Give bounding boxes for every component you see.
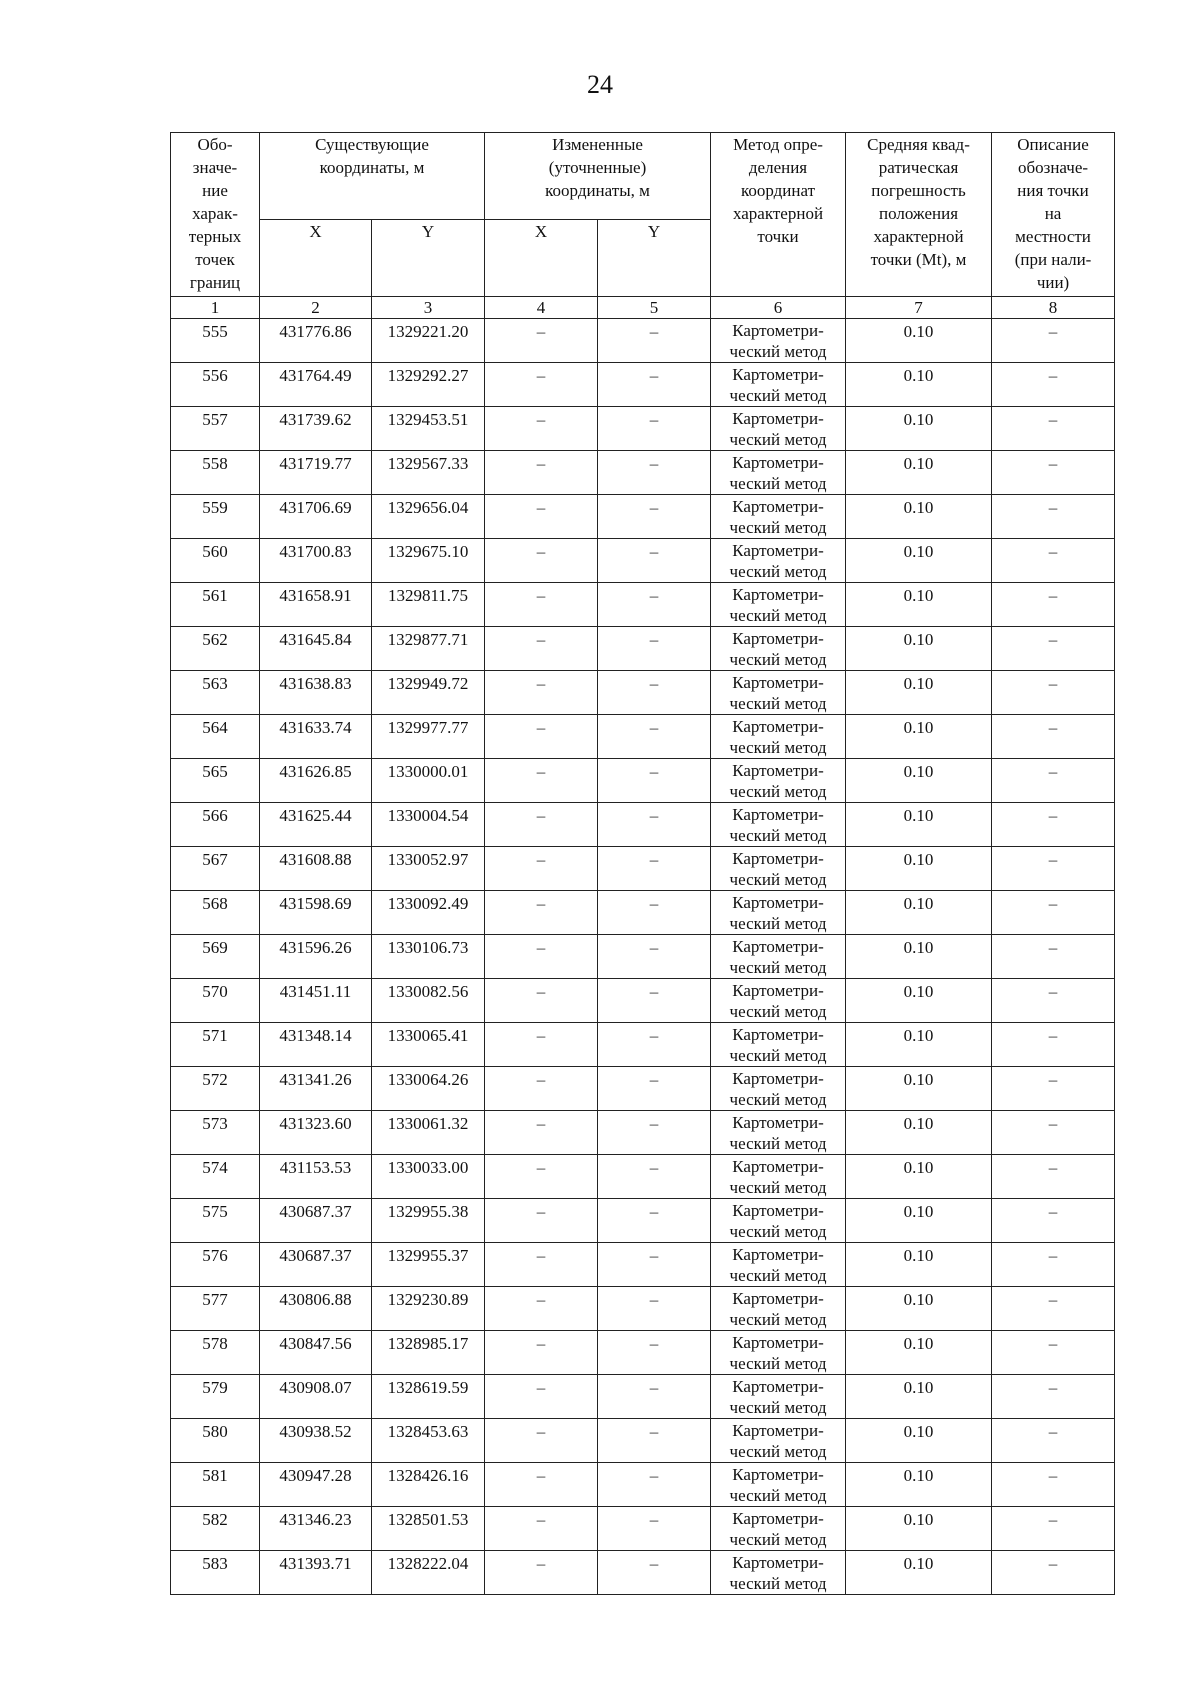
changed-y-cell: – [598, 979, 711, 1023]
column-number-row [171, 297, 1115, 319]
description-cell: – [992, 583, 1115, 627]
existing-y-cell: 1330004.54 [372, 803, 485, 847]
existing-x-cell: 431658.91 [260, 583, 372, 627]
changed-x-cell: – [485, 1243, 598, 1287]
changed-x-cell: – [485, 1111, 598, 1155]
point-id-cell: 580 [171, 1419, 260, 1463]
changed-y-cell: – [598, 319, 711, 363]
method-cell: Картометри- ческий метод [711, 935, 846, 979]
description-cell: – [992, 495, 1115, 539]
method-cell: Картометри- ческий метод [711, 891, 846, 935]
description-cell: – [992, 1551, 1115, 1595]
description-cell: – [992, 539, 1115, 583]
description-cell: – [992, 1463, 1115, 1507]
method-cell: Картометри- ческий метод [711, 1111, 846, 1155]
changed-x-cell: – [485, 407, 598, 451]
changed-x-cell: – [485, 671, 598, 715]
changed-y-cell: – [598, 1287, 711, 1331]
mean-error-cell: 0.10 [846, 847, 992, 891]
description-cell: – [992, 671, 1115, 715]
table-row [171, 1199, 1115, 1243]
header-mean-error: Средняя квад- ратическая погрешность положения характерной точки (Mt), м [846, 133, 992, 297]
method-cell: Картометри- ческий метод [711, 1551, 846, 1595]
point-id-cell: 567 [171, 847, 260, 891]
changed-x-cell: – [485, 1155, 598, 1199]
changed-y-cell: – [598, 1507, 711, 1551]
method-cell: Картометри- ческий метод [711, 671, 846, 715]
existing-y-cell: 1330000.01 [372, 759, 485, 803]
table-row [171, 1023, 1115, 1067]
description-cell: – [992, 979, 1115, 1023]
description-cell: – [992, 759, 1115, 803]
changed-x-cell: – [485, 847, 598, 891]
point-id-cell: 561 [171, 583, 260, 627]
existing-y-cell: 1330033.00 [372, 1155, 485, 1199]
method-cell: Картометри- ческий метод [711, 759, 846, 803]
point-id-cell: 574 [171, 1155, 260, 1199]
mean-error-cell: 0.10 [846, 1111, 992, 1155]
column-number: 6 [711, 297, 846, 319]
method-cell: Картометри- ческий метод [711, 803, 846, 847]
changed-x-cell: – [485, 1375, 598, 1419]
description-cell: – [992, 363, 1115, 407]
changed-x-cell: – [485, 935, 598, 979]
changed-x-cell: – [485, 1287, 598, 1331]
column-number: 3 [372, 297, 485, 319]
mean-error-cell: 0.10 [846, 935, 992, 979]
changed-y-cell: – [598, 1111, 711, 1155]
existing-y-cell: 1329811.75 [372, 583, 485, 627]
table-row [171, 1507, 1115, 1551]
table-row [171, 451, 1115, 495]
point-id-cell: 582 [171, 1507, 260, 1551]
table-row [171, 363, 1115, 407]
method-cell: Картометри- ческий метод [711, 715, 846, 759]
existing-y-cell: 1328453.63 [372, 1419, 485, 1463]
method-cell: Картометри- ческий метод [711, 319, 846, 363]
description-cell: – [992, 1375, 1115, 1419]
method-cell: Картометри- ческий метод [711, 451, 846, 495]
existing-x-cell: 431598.69 [260, 891, 372, 935]
existing-y-cell: 1329230.89 [372, 1287, 485, 1331]
changed-y-cell: – [598, 891, 711, 935]
changed-y-cell: – [598, 1199, 711, 1243]
existing-x-cell: 431645.84 [260, 627, 372, 671]
mean-error-cell: 0.10 [846, 1419, 992, 1463]
existing-x-cell: 430947.28 [260, 1463, 372, 1507]
changed-y-cell: – [598, 495, 711, 539]
table-row [171, 1067, 1115, 1111]
method-cell: Картометри- ческий метод [711, 1155, 846, 1199]
changed-x-cell: – [485, 1023, 598, 1067]
mean-error-cell: 0.10 [846, 1199, 992, 1243]
table-body [171, 319, 1115, 1595]
existing-y-cell: 1329221.20 [372, 319, 485, 363]
header-changed-coordinates: Измененные (уточненные) координаты, м [485, 133, 711, 220]
point-id-cell: 576 [171, 1243, 260, 1287]
changed-y-cell: – [598, 407, 711, 451]
changed-x-cell: – [485, 363, 598, 407]
point-id-cell: 560 [171, 539, 260, 583]
column-number: 1 [171, 297, 260, 319]
existing-x-cell: 430687.37 [260, 1243, 372, 1287]
changed-y-cell: – [598, 627, 711, 671]
method-cell: Картометри- ческий метод [711, 1287, 846, 1331]
mean-error-cell: 0.10 [846, 891, 992, 935]
existing-x-cell: 431451.11 [260, 979, 372, 1023]
table-row [171, 671, 1115, 715]
method-cell: Картометри- ческий метод [711, 1067, 846, 1111]
method-cell: Картометри- ческий метод [711, 847, 846, 891]
method-cell: Картометри- ческий метод [711, 627, 846, 671]
column-number: 8 [992, 297, 1115, 319]
existing-x-cell: 431719.77 [260, 451, 372, 495]
mean-error-cell: 0.10 [846, 451, 992, 495]
changed-x-cell: – [485, 1199, 598, 1243]
existing-y-cell: 1329567.33 [372, 451, 485, 495]
changed-x-cell: – [485, 451, 598, 495]
description-cell: – [992, 1111, 1115, 1155]
point-id-cell: 571 [171, 1023, 260, 1067]
description-cell: – [992, 1507, 1115, 1551]
changed-x-cell: – [485, 1331, 598, 1375]
changed-x-cell: – [485, 583, 598, 627]
existing-y-cell: 1330061.32 [372, 1111, 485, 1155]
column-number: 7 [846, 297, 992, 319]
existing-y-cell: 1328222.04 [372, 1551, 485, 1595]
point-id-cell: 555 [171, 319, 260, 363]
existing-x-cell: 431638.83 [260, 671, 372, 715]
description-cell: – [992, 847, 1115, 891]
changed-y-cell: – [598, 847, 711, 891]
description-cell: – [992, 319, 1115, 363]
existing-y-cell: 1330065.41 [372, 1023, 485, 1067]
table-row [171, 1551, 1115, 1595]
table-row [171, 891, 1115, 935]
existing-y-cell: 1328426.16 [372, 1463, 485, 1507]
mean-error-cell: 0.10 [846, 495, 992, 539]
changed-y-cell: – [598, 935, 711, 979]
mean-error-cell: 0.10 [846, 803, 992, 847]
header-changed-y: Y [598, 220, 711, 297]
existing-x-cell: 431348.14 [260, 1023, 372, 1067]
description-cell: – [992, 1155, 1115, 1199]
method-cell: Картометри- ческий метод [711, 1419, 846, 1463]
coordinates-table [170, 132, 1115, 1595]
header-existing-y: Y [372, 220, 485, 297]
table-row [171, 979, 1115, 1023]
existing-x-cell: 431596.26 [260, 935, 372, 979]
table-row [171, 539, 1115, 583]
mean-error-cell: 0.10 [846, 1463, 992, 1507]
description-cell: – [992, 451, 1115, 495]
header-existing-x: X [260, 220, 372, 297]
point-id-cell: 558 [171, 451, 260, 495]
point-id-cell: 566 [171, 803, 260, 847]
header-method: Метод опре- деления координат характерной точки [711, 133, 846, 297]
description-cell: – [992, 1287, 1115, 1331]
page-number: 24 [587, 70, 613, 99]
description-cell: – [992, 715, 1115, 759]
mean-error-cell: 0.10 [846, 1375, 992, 1419]
changed-y-cell: – [598, 803, 711, 847]
point-id-cell: 570 [171, 979, 260, 1023]
point-id-cell: 556 [171, 363, 260, 407]
changed-x-cell: – [485, 495, 598, 539]
method-cell: Картометри- ческий метод [711, 1199, 846, 1243]
mean-error-cell: 0.10 [846, 1507, 992, 1551]
mean-error-cell: 0.10 [846, 627, 992, 671]
existing-y-cell: 1330106.73 [372, 935, 485, 979]
method-cell: Картометри- ческий метод [711, 407, 846, 451]
description-cell: – [992, 1331, 1115, 1375]
existing-x-cell: 431625.44 [260, 803, 372, 847]
table-row [171, 1331, 1115, 1375]
description-cell: – [992, 803, 1115, 847]
existing-y-cell: 1330064.26 [372, 1067, 485, 1111]
existing-x-cell: 431776.86 [260, 319, 372, 363]
changed-x-cell: – [485, 1067, 598, 1111]
existing-y-cell: 1329675.10 [372, 539, 485, 583]
changed-y-cell: – [598, 1463, 711, 1507]
table-row [171, 803, 1115, 847]
existing-y-cell: 1329656.04 [372, 495, 485, 539]
mean-error-cell: 0.10 [846, 979, 992, 1023]
method-cell: Картометри- ческий метод [711, 583, 846, 627]
mean-error-cell: 0.10 [846, 583, 992, 627]
existing-x-cell: 431393.71 [260, 1551, 372, 1595]
column-number: 5 [598, 297, 711, 319]
existing-x-cell: 430938.52 [260, 1419, 372, 1463]
point-id-cell: 563 [171, 671, 260, 715]
table-row [171, 1463, 1115, 1507]
existing-y-cell: 1330092.49 [372, 891, 485, 935]
mean-error-cell: 0.10 [846, 319, 992, 363]
changed-x-cell: – [485, 319, 598, 363]
description-cell: – [992, 1023, 1115, 1067]
table-row [171, 1155, 1115, 1199]
description-cell: – [992, 407, 1115, 451]
mean-error-cell: 0.10 [846, 1551, 992, 1595]
table-row [171, 1111, 1115, 1155]
header-point-designation: Обо- значе- ние харак- терных точек границ [171, 133, 260, 297]
existing-y-cell: 1329977.77 [372, 715, 485, 759]
point-id-cell: 575 [171, 1199, 260, 1243]
table-row [171, 583, 1115, 627]
existing-x-cell: 431739.62 [260, 407, 372, 451]
existing-x-cell: 431323.60 [260, 1111, 372, 1155]
description-cell: – [992, 1199, 1115, 1243]
existing-y-cell: 1329877.71 [372, 627, 485, 671]
changed-y-cell: – [598, 759, 711, 803]
method-cell: Картометри- ческий метод [711, 1507, 846, 1551]
existing-y-cell: 1328985.17 [372, 1331, 485, 1375]
mean-error-cell: 0.10 [846, 1067, 992, 1111]
table-row [171, 759, 1115, 803]
table-row [171, 935, 1115, 979]
existing-y-cell: 1329955.37 [372, 1243, 485, 1287]
existing-y-cell: 1328619.59 [372, 1375, 485, 1419]
mean-error-cell: 0.10 [846, 759, 992, 803]
point-id-cell: 562 [171, 627, 260, 671]
existing-y-cell: 1329949.72 [372, 671, 485, 715]
point-id-cell: 578 [171, 1331, 260, 1375]
point-id-cell: 583 [171, 1551, 260, 1595]
changed-y-cell: – [598, 671, 711, 715]
table-row [171, 495, 1115, 539]
existing-x-cell: 431633.74 [260, 715, 372, 759]
description-cell: – [992, 1419, 1115, 1463]
mean-error-cell: 0.10 [846, 407, 992, 451]
table-row [171, 847, 1115, 891]
existing-y-cell: 1329453.51 [372, 407, 485, 451]
point-id-cell: 557 [171, 407, 260, 451]
existing-x-cell: 431706.69 [260, 495, 372, 539]
existing-x-cell: 431153.53 [260, 1155, 372, 1199]
mean-error-cell: 0.10 [846, 539, 992, 583]
changed-x-cell: – [485, 1507, 598, 1551]
changed-y-cell: – [598, 1551, 711, 1595]
column-number: 2 [260, 297, 372, 319]
changed-y-cell: – [598, 583, 711, 627]
mean-error-cell: 0.10 [846, 1243, 992, 1287]
changed-x-cell: – [485, 803, 598, 847]
description-cell: – [992, 1067, 1115, 1111]
changed-x-cell: – [485, 1419, 598, 1463]
existing-y-cell: 1330052.97 [372, 847, 485, 891]
point-id-cell: 577 [171, 1287, 260, 1331]
existing-y-cell: 1329955.38 [372, 1199, 485, 1243]
changed-y-cell: – [598, 1155, 711, 1199]
existing-y-cell: 1328501.53 [372, 1507, 485, 1551]
existing-x-cell: 431608.88 [260, 847, 372, 891]
changed-x-cell: – [485, 891, 598, 935]
method-cell: Картометри- ческий метод [711, 1375, 846, 1419]
method-cell: Картометри- ческий метод [711, 1023, 846, 1067]
mean-error-cell: 0.10 [846, 671, 992, 715]
point-id-cell: 572 [171, 1067, 260, 1111]
column-number: 4 [485, 297, 598, 319]
table-row [171, 1375, 1115, 1419]
changed-x-cell: – [485, 627, 598, 671]
method-cell: Картометри- ческий метод [711, 1463, 846, 1507]
existing-x-cell: 430687.37 [260, 1199, 372, 1243]
method-cell: Картометри- ческий метод [711, 979, 846, 1023]
method-cell: Картометри- ческий метод [711, 539, 846, 583]
header-existing-coordinates: Существующие координаты, м [260, 133, 485, 220]
point-id-cell: 559 [171, 495, 260, 539]
changed-y-cell: – [598, 715, 711, 759]
table-row [171, 1287, 1115, 1331]
changed-y-cell: – [598, 1023, 711, 1067]
existing-y-cell: 1330082.56 [372, 979, 485, 1023]
mean-error-cell: 0.10 [846, 1023, 992, 1067]
header-description: Описание обозначе- ния точки на местности (при нали- чии) [992, 133, 1115, 297]
point-id-cell: 579 [171, 1375, 260, 1419]
existing-y-cell: 1329292.27 [372, 363, 485, 407]
changed-x-cell: – [485, 1463, 598, 1507]
changed-x-cell: – [485, 1551, 598, 1595]
changed-y-cell: – [598, 1331, 711, 1375]
method-cell: Картометри- ческий метод [711, 363, 846, 407]
table-row [171, 627, 1115, 671]
description-cell: – [992, 935, 1115, 979]
point-id-cell: 564 [171, 715, 260, 759]
existing-x-cell: 430806.88 [260, 1287, 372, 1331]
point-id-cell: 581 [171, 1463, 260, 1507]
changed-y-cell: – [598, 363, 711, 407]
mean-error-cell: 0.10 [846, 1287, 992, 1331]
existing-x-cell: 430908.07 [260, 1375, 372, 1419]
point-id-cell: 573 [171, 1111, 260, 1155]
description-cell: – [992, 891, 1115, 935]
point-id-cell: 568 [171, 891, 260, 935]
existing-x-cell: 431341.26 [260, 1067, 372, 1111]
existing-x-cell: 431700.83 [260, 539, 372, 583]
mean-error-cell: 0.10 [846, 1331, 992, 1375]
changed-y-cell: – [598, 539, 711, 583]
table-row [171, 1419, 1115, 1463]
description-cell: – [992, 1243, 1115, 1287]
mean-error-cell: 0.10 [846, 715, 992, 759]
table-row [171, 319, 1115, 363]
table-row [171, 407, 1115, 451]
mean-error-cell: 0.10 [846, 363, 992, 407]
existing-x-cell: 430847.56 [260, 1331, 372, 1375]
changed-y-cell: – [598, 1243, 711, 1287]
changed-y-cell: – [598, 451, 711, 495]
method-cell: Картометри- ческий метод [711, 1243, 846, 1287]
changed-y-cell: – [598, 1419, 711, 1463]
header-changed-x: X [485, 220, 598, 297]
changed-x-cell: – [485, 539, 598, 583]
existing-x-cell: 431626.85 [260, 759, 372, 803]
changed-x-cell: – [485, 759, 598, 803]
existing-x-cell: 431764.49 [260, 363, 372, 407]
method-cell: Картометри- ческий метод [711, 1331, 846, 1375]
changed-y-cell: – [598, 1375, 711, 1419]
point-id-cell: 569 [171, 935, 260, 979]
description-cell: – [992, 627, 1115, 671]
changed-x-cell: – [485, 979, 598, 1023]
changed-y-cell: – [598, 1067, 711, 1111]
table-row [171, 1243, 1115, 1287]
mean-error-cell: 0.10 [846, 1155, 992, 1199]
point-id-cell: 565 [171, 759, 260, 803]
table-row [171, 715, 1115, 759]
existing-x-cell: 431346.23 [260, 1507, 372, 1551]
changed-x-cell: – [485, 715, 598, 759]
method-cell: Картометри- ческий метод [711, 495, 846, 539]
